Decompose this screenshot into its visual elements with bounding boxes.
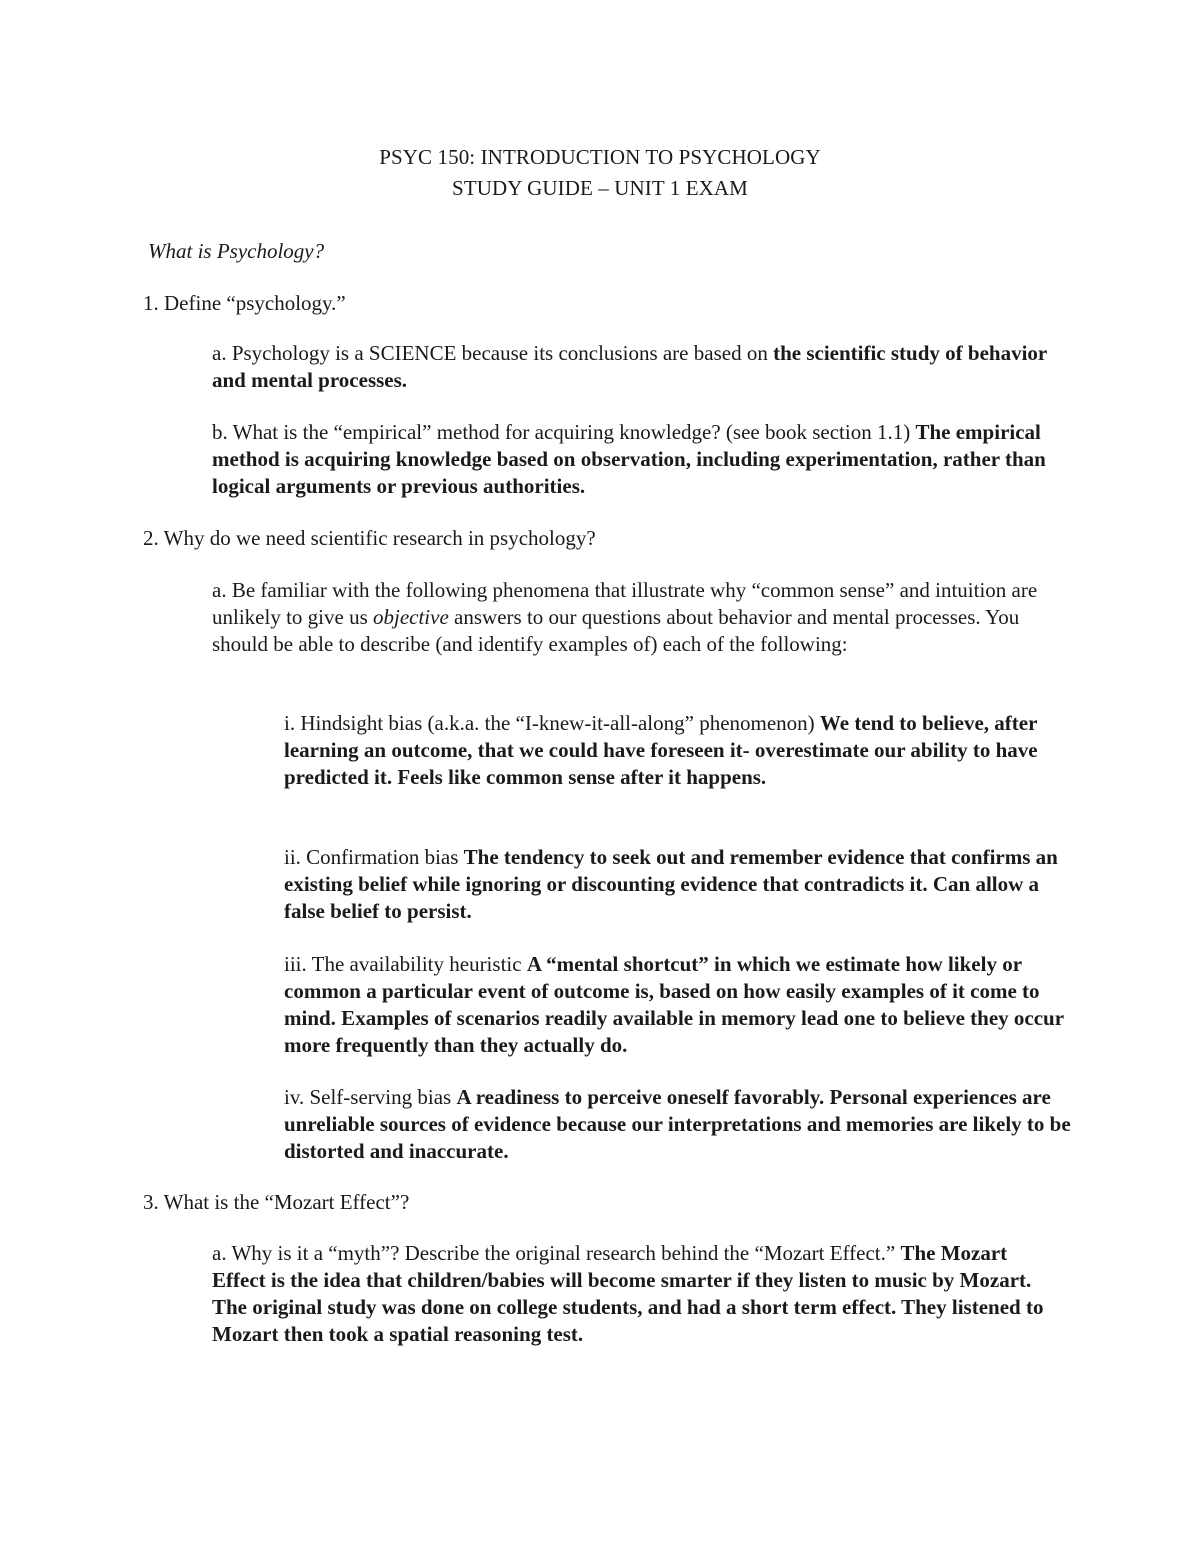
question-1b-text: b. What is the “empirical” method for acquiring knowledge? (see book section 1.1) <box>212 420 916 444</box>
document-title: PSYC 150: INTRODUCTION TO PSYCHOLOGY <box>379 145 821 169</box>
question-1-prompt: 1. Define “psychology.” <box>143 291 346 315</box>
question-2-prompt: 2. Why do we need scientific research in psychology? <box>143 526 596 550</box>
question-3a-answer: The Mozart Effect is the idea that children/babies will become smarter if they listen to music by Mozart. The original study was done on college students, and had a short term effect. They listened to Mozart then took a spatial reasoning test. <box>212 1241 1044 1346</box>
phenomenon-item <box>284 844 1074 925</box>
phenomenon-answer: We tend to believe, after learning an outcome, that we could have foreseen it- overestimate our ability to have predicted it. Feels like common sense after it happens. <box>284 711 1038 789</box>
phenomenon-label: iv. Self-serving bias <box>284 1085 457 1109</box>
phenomenon-answer: The tendency to seek out and remember evidence that confirms an existing belief while ignoring or discounting evidence that contradicts it. Can allow a false belief to persist. <box>284 845 1058 923</box>
phenomenon-item <box>284 951 1074 1059</box>
section-heading: What is Psychology? <box>148 239 325 263</box>
phenomenon-item <box>284 710 1074 791</box>
question-1a-answer: the scientific study of behavior and mental processes. <box>212 341 1047 392</box>
question-2a-text-after: answers to our questions about behavior and mental processes. You should be able to describe (and identify examples of) each of the following: <box>212 605 1020 656</box>
phenomenon-label: i. Hindsight bias (a.k.a. the “I-knew-it-all-along” phenomenon) <box>284 711 820 735</box>
question-3-prompt: 3. What is the “Mozart Effect”? <box>143 1190 410 1214</box>
question-2a-text-before: a. Be familiar with the following phenomena that illustrate why “common sense” and intuition are unlikely to give us <box>212 578 1038 629</box>
phenomenon-label: iii. The availability heuristic <box>284 952 527 976</box>
question-1a <box>212 340 1062 394</box>
phenomenon-answer: A readiness to perceive oneself favorably. Personal experiences are unreliable sources of evidence because our interpretations and memories are likely to be distorted and inaccurate. <box>284 1085 1071 1163</box>
question-1b <box>212 419 1062 500</box>
phenomenon-item <box>284 1084 1074 1165</box>
question-3a-text: a. Why is it a “myth”? Describe the original research behind the “Mozart Effect.” <box>212 1241 901 1265</box>
question-1b-answer: The empirical method is acquiring knowledge based on observation, including experimentation, rather than logical arguments or previous authorities. <box>212 420 1046 498</box>
question-3a <box>212 1240 1062 1348</box>
phenomenon-label: ii. Confirmation bias <box>284 845 464 869</box>
document-subtitle: STUDY GUIDE – UNIT 1 EXAM <box>452 176 748 200</box>
question-1a-text: a. Psychology is a SCIENCE because its conclusions are based on <box>212 341 774 365</box>
phenomenon-answer: A “mental shortcut” in which we estimate how likely or common a particular event of outcome is, based on how easily examples of it come to mind. Examples of scenarios readily available in memory lead one to believe they occur more frequently than they actually do. <box>284 952 1064 1057</box>
question-2a-emphasis: objective <box>373 605 449 629</box>
question-2a <box>212 577 1062 658</box>
